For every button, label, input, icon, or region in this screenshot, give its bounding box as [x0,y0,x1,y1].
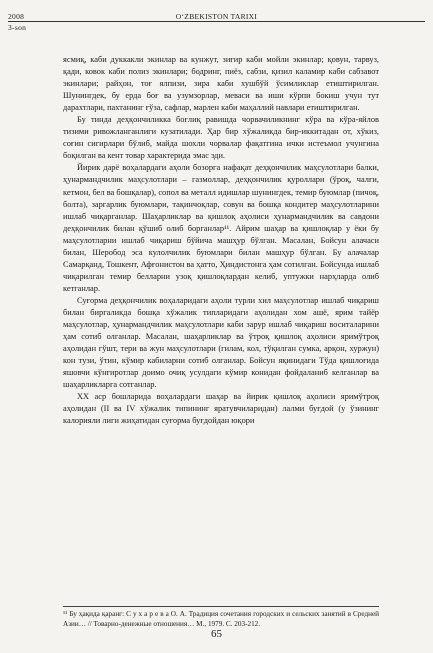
header-journal-title: O‘ZBEKISTON TARIXI [175,12,258,21]
header-issue: 3-son [8,23,27,32]
paragraph: Йирик дарё воҳалардаги аҳоли бозорга нафақат деҳқончилик маҳсулотлари балки, ҳунармандчилик маҳсулотлари – газмоллар, деҳқончилик қуроллари (ўроқ, чалғи, кетмон, бел ва бошқалар), сопол ва металл идишлар шунингдек, темир буюмлар (пичоқ, болта), заргарлик буюмлари, тақинчоқлар, совун ва бошқа кондитер маҳсулотларини ишлаб чиқарганлар. Шаҳарликлар ва қишлоқ аҳолиси ҳунармандчилик ва савдони деҳқончилик билан қўшиб олиб борганлар¹¹. Айрим шаҳар ва қишлоқлар у ёки бу маҳсулотларни ишлаб чиқариш бўйича машҳур бўлган. Масалан, Бойсун алачаси билан, Шеробод эса кулолчилик буюмлари билан машҳур бўлган. Бу алачалар Самарқанд, Тошкент, Афғонистон ва ҳатто, Ҳиндистонга ҳам сотилган. Бойсунда ишлаб чиқарилган темир белларни узоқ қишлоқлардан келиб, уптужки нарҳларда олиб кетганлар. [63,163,379,293]
paragraph: Бу тинда деҳқончиликка боғлиқ равишда чорвачиликнинг кўра ва кўра-яйлов тизими ривожланганлиги кузатилади. Ҳар бир хўжаликда бир-иккитадан от, хўкиз, соғин сигирлари бўлиб, майда шохли чорвалар фақатгина ички истеъмол учунгина боқилган ва кент товар характерида эмас эди. [63,115,379,161]
header-year: 2008 [8,12,25,21]
paragraph: XX аср бошларида воҳалардаги шаҳар ва йирик қишлоқ аҳолиси яримўтроқ аҳолидан (II ва IV хўжалик типининг яратувчиларидан) лалми буғдой (у ўзининг калорияли лиги жиҳатидан суғорма буғдойдан юқори [63,392,379,426]
footnote: ¹¹ Бу ҳақида қаранг: С у х а р е в а О. А. Традиция сочетания городских и сельских занятий в Средней Азии… // Товарно-денежные отношения… М., 1979. С. 203-212. [63,606,379,629]
header-rule [8,21,425,22]
page-number: 65 [211,628,222,640]
body-text [63,54,379,427]
paragraph: ясмиқ, каби дуккакли экинлар ва кунжут, зиғир каби мойли экинлар; қовун, тарвуз, қади, ковок каби полиз экинлари; бодринг, пиёз, сабзи, қизил каламир каби сабзавот экинлари; райҳон, тоғ ялпизи, зира каби хушбўй ўсимликлар етиштирилган. Шунингдек, бу ерда боғ ва узумзорлар, меваси ва иши кўрпи бокиш учун тут дарахтлари, пахтанинг ғўза, сафлар, марлен каби маҳаллий навлари етиштирилган. [63,55,379,113]
paragraph: Суғорма деҳқончилик воҳаларидаги аҳоли турли хил маҳсулотлар ишлаб чиқариш билан биргаликда бошқа хўжалик типларидаги аҳолидан хом ашё, ярим тайёр маҳсулотлар, ҳунармандчилик маҳсулотлари каби зарур ишлаб чиқариш воситаларини ҳам сотиб олганлар. Масалан, шаҳарликлар ва ўтроқ қишлоқ аҳолиси яримўтроқ аҳолидан гўшт, тери ва жун маҳсулотлари (гилам, кол, тўқилган сумка, арқон, хуржун) кон тузи, ўтин, кўмир кабиларни сотиб олганлар. Бойсун яқинидаги Тўда қишлоғида яшовчи кўнғиротлар доимо очиқ усулдаги кўмир конидан фойдаланиб келганлар ва шаҳарликларга сотганлар. [63,295,379,390]
